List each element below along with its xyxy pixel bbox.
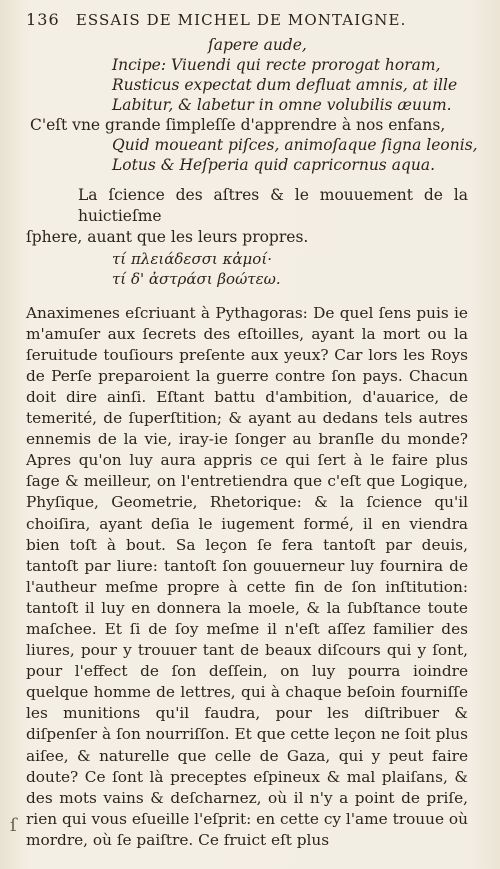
body-paragraph-text: Anaximenes eſcriuant à Pythagoras: De quel ſens puis ie m'amuſer aux ſecrets des eſtoilles, ayant la mort ou la ſeruitude touſiours preſente aux yeux? Car lors les Roys de Perſe preparoient la guerre contre ſon pays. Chacun doit dire ainſi. Eſtant battu d'ambition, d'auarice, de temerité, de ſuperſtition; & ayant au dedans tels autres ennemis de la vie, iray-ie ſonger au branſle du monde? Apres qu'on luy aura appris ce qui ſert à le faire plus ſage & meilleur, on l'entretiendra que c'eſt que Logique, Phyſique, Geometrie, Rhetorique: & la ſcience qu'il choiſira, ayant deſia le iugement formé, il en viendra bien toſt à bout. Sa leçon ſe fera tantoſt par deuis, tantoſt par liure: tantoſt ſon gouuerneur luy fournira de l'autheur meſme propre à cette fin de ſon inſtitution: tantoſt il luy en donnera la moele, & la ſubſtance toute maſchee. Et ſi de ſoy meſme il n'eſt aſſez familier des liures, pour y trouuer tant de beaux diſcours qui y ſont, pour l'effect de ſon deſſein, on luy pourra ioindre quelque homme de lettres, qui à chaque beſoin fourniſſe les munitions qu'il faudra, pour les diſtribuer & diſpenſer à ſon nourriſſon. Et que cette leçon ne ſoit plus aiſee, & naturelle que celle de Gaza, qui y peut faire doute? Ce ſont là preceptes eſpineux & mal plaiſans, & des mots vains & deſcharnez, où il n'y a point de priſe, rien qui vous eſueille l'eſprit: en cette cy l'ame trouue où mordre, où ſe paiſtre. Ce fruict eſt plus: [26, 303, 468, 849]
verse-line: ſapere aude,: [208, 36, 307, 54]
margin-mark: ſ: [10, 815, 17, 836]
paragraph-first-line: La ſcience des aſtres & le mouuement de la huictieſme: [78, 186, 468, 226]
verse-line: Labitur, & labetur in omne volubilis æuum.: [112, 96, 452, 114]
greek-quote-line: τί δ' ἀστράσι βοώτεω.: [112, 269, 281, 288]
running-head: ESSAIS DE MICHEL DE MONTAIGNE.: [75, 11, 407, 29]
prose-line: C'eſt vne grande ſimpleſſe d'apprendre à nos enfans,: [30, 116, 446, 134]
body-paragraph: [26, 303, 468, 851]
page-header: [26, 10, 468, 29]
verse-line: Rusticus expectat dum defluat amnis, at ille: [112, 76, 458, 94]
greek-quote-line: τί πλειάδεσσι κἀμοί·: [112, 249, 272, 268]
verse-line: Lotus & Heſperia quid capricornus aqua.: [112, 156, 436, 174]
verse-line: Incipe: Viuendi qui recte prorogat horam,: [112, 56, 441, 74]
page-number: 136: [26, 10, 60, 29]
verse-line: Quid moueant piſces, animoſaque ſigna leonis,: [112, 136, 478, 154]
paragraph-continuation: ſphere, auant que les leurs propres.: [26, 228, 309, 247]
paragraph: [26, 185, 468, 249]
